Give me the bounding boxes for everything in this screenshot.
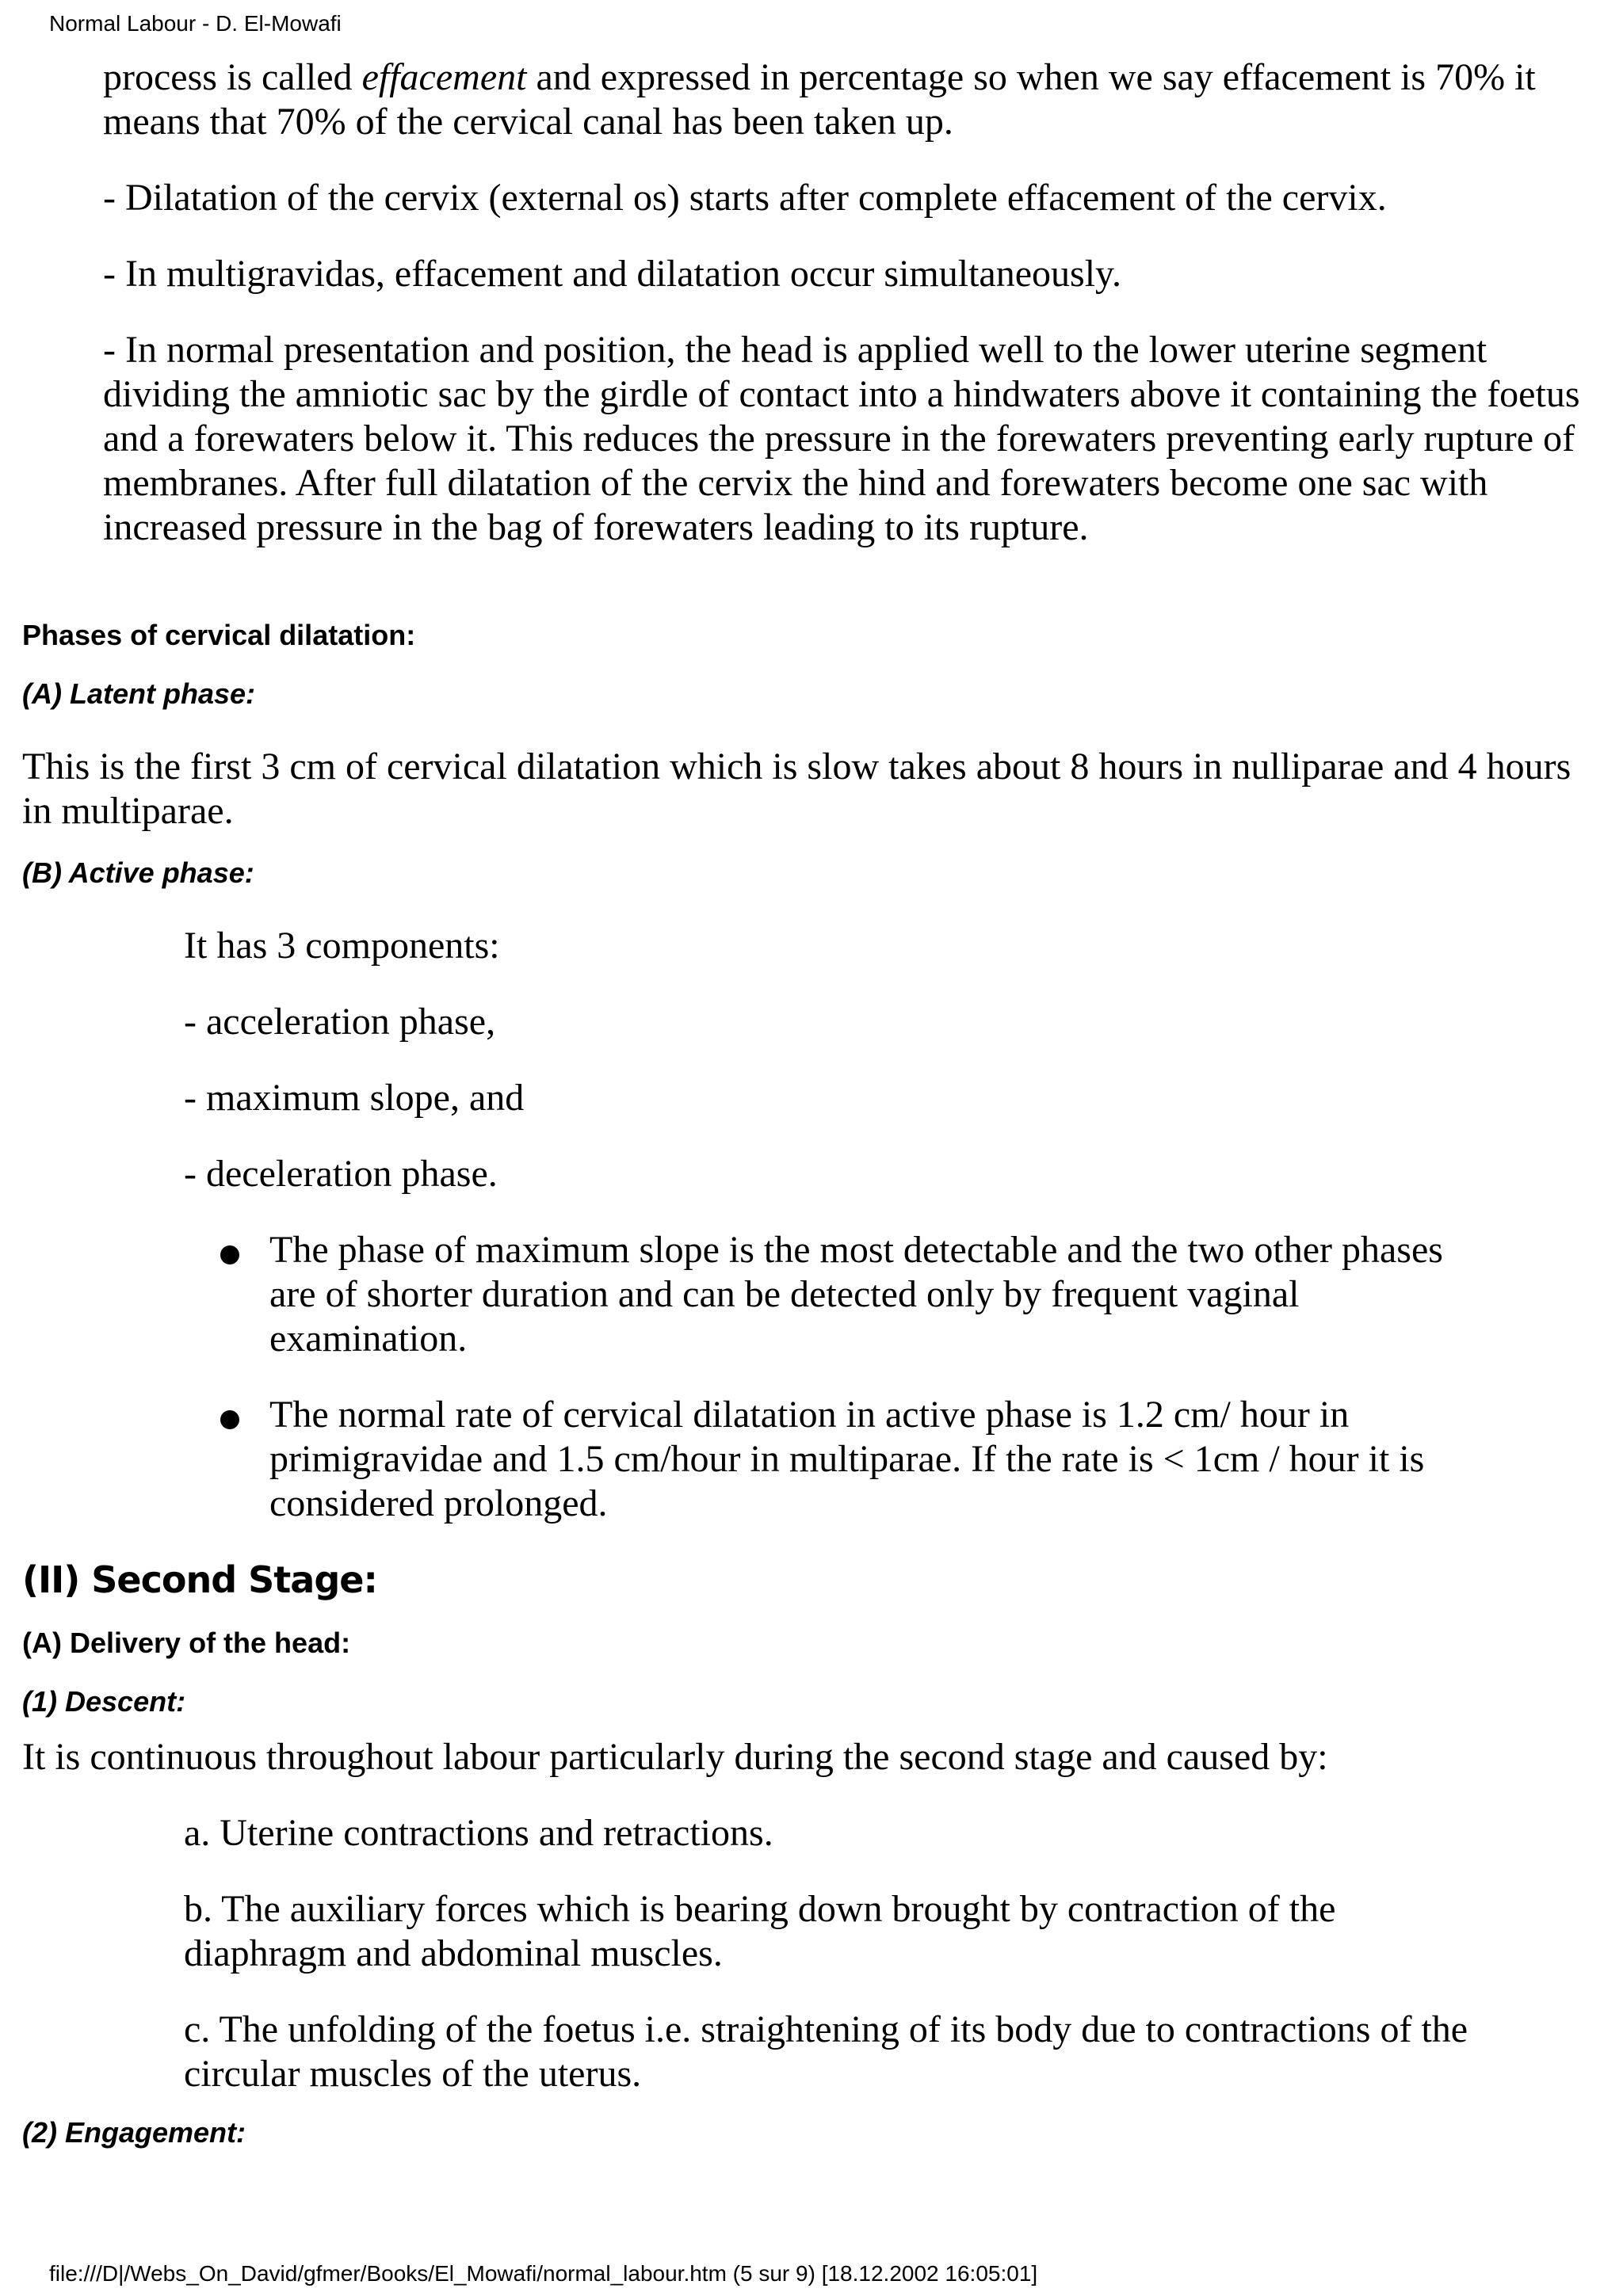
effacement-text-end: and expressed in percentage so when we say effacement is 70% it means that 70% of the cervical canal has been taken up. [103,56,1536,143]
descent-heading: (1) Descent: [22,1685,186,1718]
effacement-paragraph [103,55,1593,144]
latent-phase-text: This is the first 3 cm of cervical dilatation which is slow takes about 8 hours in nulliparae and 4 hours in multiparae. [22,746,1571,832]
list-item [220,1228,1488,1361]
component-acceleration: - acceleration phase, [184,1001,496,1043]
descent-causes [184,1811,1484,2128]
multigravidas-paragraph: - In multigravidas, effacement and dilatation occur simultaneously. [103,253,1121,295]
phases-heading: Phases of cervical dilatation: [22,619,416,651]
list-item [220,1393,1488,1526]
second-stage-heading: (II) Second Stage: [22,1558,377,1601]
page-header: Normal Labour - D. El-Mowafi [49,11,342,36]
active-phase-heading: (B) Active phase: [22,856,254,889]
dilatation-paragraph: - Dilatation of the cervix (external os) starts after complete effacement of the cervix. [103,177,1387,219]
components-intro: It has 3 components: [184,925,500,967]
cause-unfolding-foetus: c. The unfolding of the foetus i.e. straightening of its body due to contractions of the circular muscles of the uterus. [184,2008,1468,2095]
bullet-text: The normal rate of cervical dilatation in active phase is 1.2 cm/ hour in primigravidae and 1.5 cm/hour in multiparae. If the rate is < 1cm / hour it is considered prolonged. [269,1394,1425,1524]
latent-phase-heading: (A) Latent phase: [22,677,256,710]
bullet-icon [220,1410,239,1429]
active-phase-components [184,924,1531,1558]
delivery-of-head-heading: (A) Delivery of the head: [22,1627,351,1659]
descent-text: It is continuous throughout labour particularly during the second stage and caused by: [22,1736,1328,1778]
active-phase-bullets [220,1228,1488,1526]
component-deceleration: - deceleration phase. [184,1153,498,1195]
effacement-term: effacement [361,56,527,98]
page-footer: file:///D|/Webs_On_David/gfmer/Books/El_Mowafi/normal_labour.htm (5 sur 9) [18.12.2002 16:05:01] [49,2261,1038,2286]
component-maximum-slope: - maximum slope, and [184,1077,525,1119]
effacement-text-start: process is called [103,56,362,98]
presentation-paragraph: - In normal presentation and position, the head is applied well to the lower uterine segment dividing the amniotic sac by the girdle of contact into a hindwaters above it containing the foetus and a forewaters below it. This reduces the pressure in the forewaters preventing early rupture of membranes. After full dilatation of the cervix the hind and forewaters become one sac with increased pressure in the bag of forewaters leading to its rupture. [103,329,1580,548]
cause-uterine-contractions: a. Uterine contractions and retractions. [184,1812,773,1854]
cause-auxiliary-forces: b. The auxiliary forces which is bearing down brought by contraction of the diaphragm and abdominal muscles. [184,1888,1336,1974]
bullet-text: The phase of maximum slope is the most detectable and the two other phases are of shorter duration and can be detected only by frequent vaginal examination. [269,1229,1443,1360]
bullet-icon [220,1245,239,1264]
engagement-heading: (2) Engagement: [22,2116,246,2149]
intro-section [103,55,1593,582]
